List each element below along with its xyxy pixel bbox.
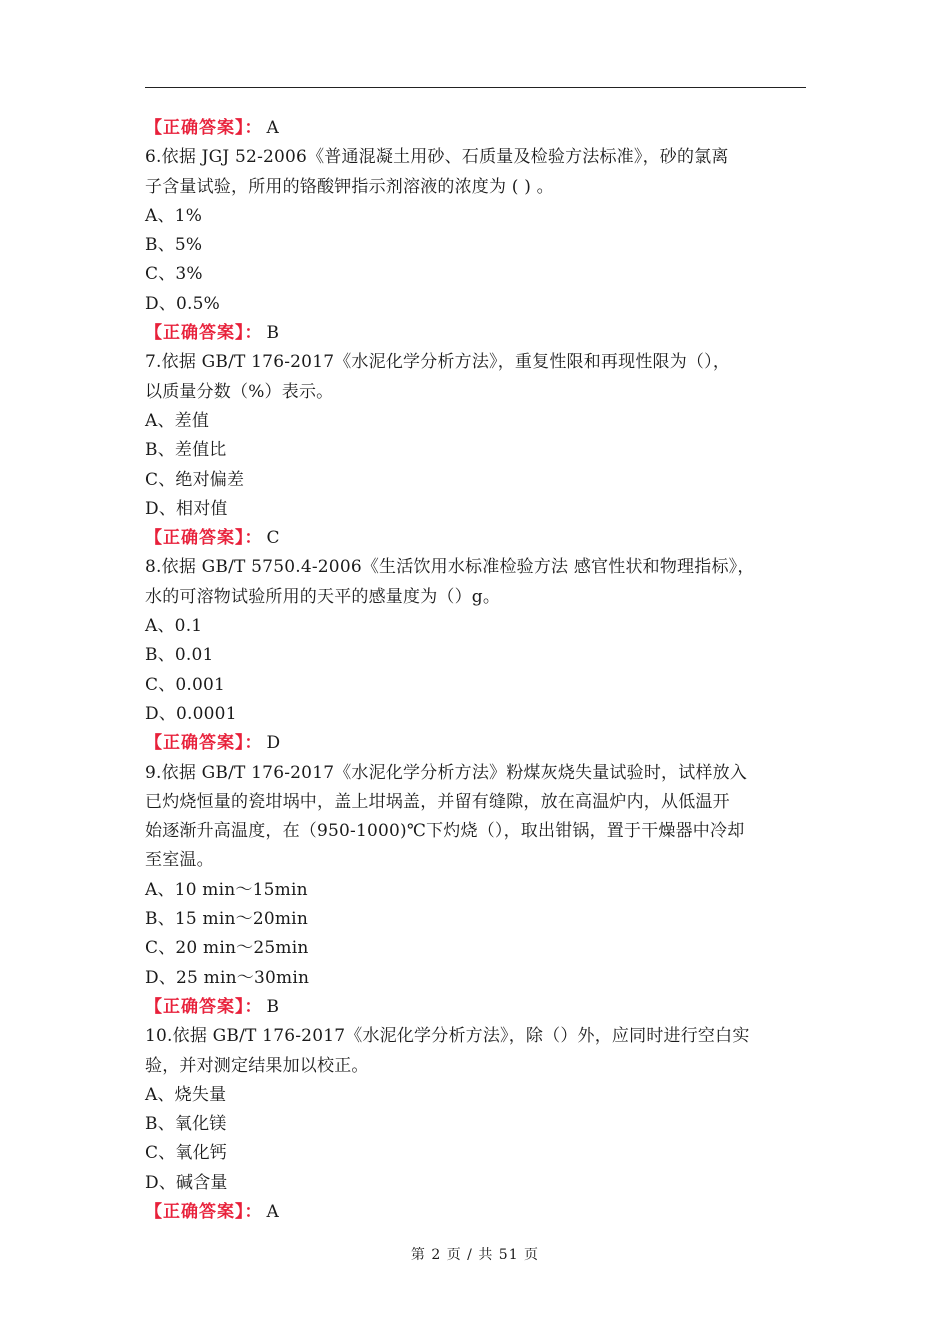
document-body — [145, 114, 810, 1227]
answer-line-q5 — [145, 114, 810, 143]
question-6 — [145, 143, 810, 348]
answer-line-q9 — [145, 993, 810, 1022]
answer-label: 【正确答案】： — [145, 1201, 263, 1222]
option-a: A、10 min～15min — [145, 879, 308, 900]
option-c: C、3% — [145, 264, 203, 285]
question-text-line: 9.依据 GB/T 176-2017《水泥化学分析方法》粉煤灰烧失量试验时，试样放入 — [145, 762, 748, 783]
answer-value: A — [266, 1201, 279, 1222]
option-a: A、差值 — [145, 410, 210, 431]
answer-label: 【正确答案】： — [145, 528, 263, 549]
answer-value: B — [266, 996, 280, 1017]
header-rule — [145, 87, 806, 88]
question-text-line: 至室温。 — [145, 850, 214, 871]
question-text-line: 7.依据 GB/T 176-2017《水泥化学分析方法》，重复性限和再现性限为（）， — [145, 352, 731, 373]
option-c: C、氧化钙 — [145, 1143, 228, 1164]
answer-value: D — [266, 733, 281, 754]
question-text-line: 8.依据 GB/T 5750.4-2006《生活饮用水标准检验方法 感官性状和物理指标》， — [145, 557, 755, 578]
option-b: B、0.01 — [145, 645, 214, 666]
question-text-line: 验，并对测定结果加以校正。 — [145, 1055, 369, 1076]
option-b: B、差值比 — [145, 440, 227, 461]
answer-label: 【正确答案】： — [145, 996, 263, 1017]
answer-line-q10 — [145, 1198, 810, 1227]
question-8 — [145, 553, 810, 758]
answer-value: C — [266, 528, 280, 549]
answer-label: 【正确答案】： — [145, 118, 263, 138]
question-text-line: 子含量试验，所用的铬酸钾指示剂溶液的浓度为 ( ) 。 — [145, 176, 554, 197]
question-text-line: 始逐渐升高温度，在（950-1000)℃下灼烧（），取出钳锅，置于干燥器中冷却 — [145, 821, 745, 842]
question-9 — [145, 759, 810, 1023]
question-text-line: 10.依据 GB/T 176-2017《水泥化学分析方法》，除（）外，应同时进行空白实 — [145, 1026, 750, 1047]
answer-line-q8 — [145, 729, 810, 758]
option-c: C、20 min～25min — [145, 938, 309, 959]
answer-line-q6 — [145, 319, 810, 348]
option-a: A、1% — [145, 205, 203, 226]
answer-line-q7 — [145, 524, 810, 553]
question-10 — [145, 1022, 810, 1227]
question-text-line: 水的可溶物试验所用的天平的感量度为（）g。 — [145, 586, 501, 607]
option-d: D、相对值 — [145, 498, 228, 519]
option-b: B、5% — [145, 235, 203, 256]
answer-label: 【正确答案】： — [145, 733, 263, 754]
option-d: D、碱含量 — [145, 1172, 228, 1193]
question-text-line: 以质量分数（%）表示。 — [145, 381, 334, 402]
option-b: B、氧化镁 — [145, 1114, 227, 1135]
option-c: C、绝对偏差 — [145, 469, 245, 490]
page-number: 第 2 页 / 共 51 页 — [410, 1247, 540, 1263]
question-text-line: 已灼烧恒量的瓷坩埚中，盖上坩埚盖，并留有缝隙，放在高温炉内，从低温开 — [145, 791, 730, 812]
option-a: A、0.1 — [145, 616, 203, 637]
answer-value: B — [266, 323, 280, 344]
option-d: D、25 min～30min — [145, 967, 310, 988]
option-c: C、0.001 — [145, 674, 226, 695]
option-a: A、烧失量 — [145, 1084, 227, 1105]
option-d: D、0.5% — [145, 293, 221, 314]
question-7 — [145, 348, 810, 553]
answer-label: 【正确答案】： — [145, 323, 263, 344]
question-text-line: 6.依据 JGJ 52-2006《普通混凝土用砂、石质量及检验方法标准》，砂的氯离 — [145, 147, 729, 168]
answer-value: A — [266, 118, 279, 138]
option-d: D、0.0001 — [145, 703, 237, 724]
option-b: B、15 min～20min — [145, 909, 308, 930]
